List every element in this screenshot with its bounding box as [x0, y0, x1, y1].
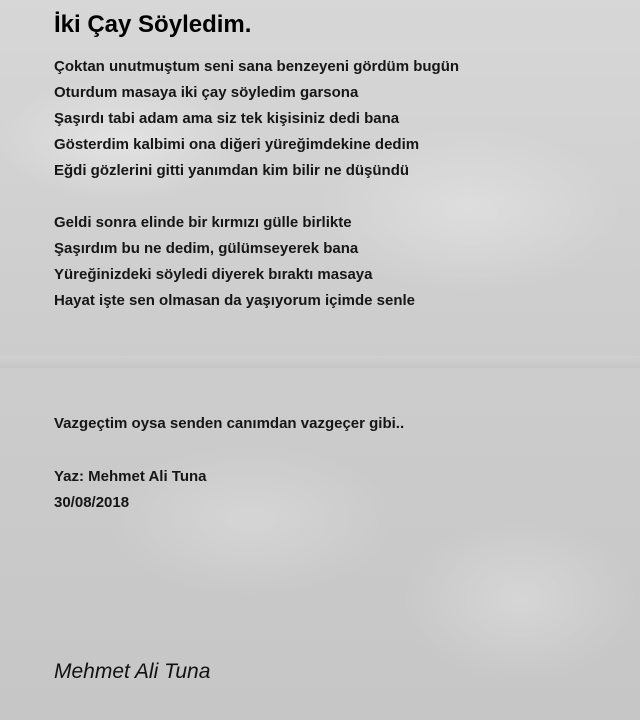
poem-line: Geldi sonra elinde bir kırmızı gülle birlikte — [54, 214, 352, 231]
poem-body — [54, 54, 614, 340]
author-line: Yaz: Mehmet Ali Tuna — [54, 468, 207, 485]
poem-footer — [54, 412, 614, 516]
poem-line: Hayat işte sen olmasan da yaşıyorum içimde senle — [54, 292, 415, 309]
poem-line: Yüreğinizdeki söyledi diyerek bıraktı masaya — [54, 266, 373, 283]
poem-line: Eğdi gözlerini gitti yanımdan kim bilir ne düşündü — [54, 162, 410, 179]
closing-line: Vazgeçtim oysa senden canımdan vazgeçer gibi.. — [54, 415, 405, 432]
poem-line: Şaşırdı tabi adam ama siz tek kişisiniz dedi bana — [54, 110, 400, 127]
poem-line: Şaşırdım bu ne dedim, gülümseyerek bana — [54, 240, 359, 257]
poem-line: Gösterdim kalbimi ona diğeri yüreğimdekine dedim — [54, 136, 420, 153]
poem-line: Oturdum masaya iki çay söyledim garsona — [54, 84, 359, 101]
date-line: 30/08/2018 — [54, 494, 130, 511]
stanza-1 — [54, 54, 614, 184]
poem-title: İki Çay Söyledim. — [54, 11, 252, 38]
signature: Mehmet Ali Tuna — [54, 660, 211, 683]
poem-line: Çoktan unutmuştum seni sana benzeyeni gördüm bugün — [54, 58, 460, 75]
stanza-2 — [54, 210, 614, 314]
background-band — [0, 356, 640, 368]
